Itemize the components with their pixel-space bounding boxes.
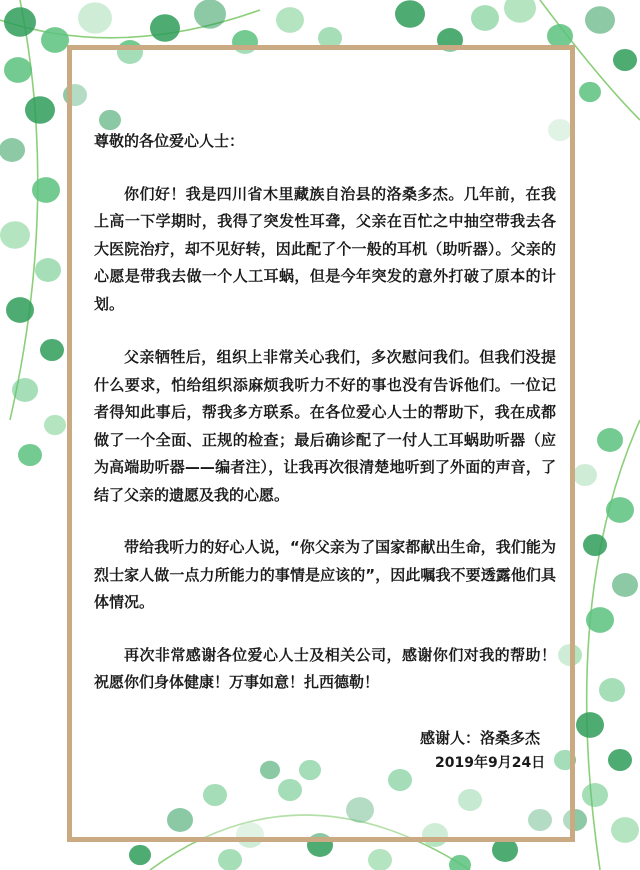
- leaf: [32, 177, 60, 203]
- leaf: [611, 817, 639, 843]
- leaf: [368, 849, 392, 870]
- leaf: [4, 7, 36, 36]
- leaf: [576, 712, 604, 738]
- leaf: [276, 7, 304, 33]
- leaf: [6, 297, 34, 323]
- leaf: [218, 849, 242, 870]
- leaf: [395, 0, 425, 28]
- leaf: [40, 339, 64, 361]
- paragraph-2: 父亲牺牲后，组织上非常关心我们，多次慰问我们。但我们没提什么要求，怕给组织添麻烦我听力不好的事也没有告诉他们。一位记者得知此事后，帮我多方联系。在各位爱心人士的帮助下，我在成都做了一个全面、正规的检查；最后确诊配了一付人工耳蜗助听器（应为高端助听器——编者注），让我再次很清楚地听到了外面的声音，了结了父亲的遗愿及我的心愿。: [94, 348, 556, 504]
- leaf: [4, 57, 32, 83]
- leaf: [573, 464, 597, 486]
- leaf: [613, 49, 637, 71]
- leaf: [194, 0, 226, 29]
- signature: 感谢人：洛桑多杰: [420, 729, 541, 747]
- leaf: [44, 415, 66, 435]
- leaf: [25, 96, 55, 124]
- paragraph-1: 你们好！我是四川省木里藏族自治县的洛桑多杰。几年前，在我上高一下学期时，我得了突发性耳聋，父亲在百忙之中抽空带我去各大医院治疗，却不见好转，因此配了个一般的耳机（助听器）。父亲的心愿是带我去做一个人工耳蜗，但是今年突发的意外打破了原本的计划。: [94, 184, 556, 313]
- leaf: [78, 2, 112, 33]
- leaf: [129, 845, 151, 865]
- paragraph-3: 带给我听力的好心人说，“你父亲为了国家都献出生命，我们能为烈士家人做一点力所能力的事情是应该的”，因此嘱我不要透露他们具体情况。: [94, 538, 556, 611]
- leaf: [0, 221, 30, 249]
- leaf: [582, 783, 608, 807]
- salutation: 尊敬的各位爱心人士：: [94, 132, 245, 150]
- leaf: [18, 444, 42, 466]
- letter-body: [94, 128, 556, 722]
- leaf: [0, 138, 25, 162]
- letter-date: 2019年9月24日: [435, 755, 546, 771]
- leaf: [449, 855, 471, 870]
- leaf: [599, 678, 625, 702]
- leaf: [579, 82, 601, 102]
- leaf: [471, 5, 499, 31]
- leaf: [612, 573, 638, 597]
- leaf: [586, 607, 614, 633]
- leaf: [583, 534, 607, 556]
- leaf: [150, 14, 180, 42]
- leaf: [606, 497, 634, 523]
- leaf: [608, 749, 632, 771]
- leaf: [35, 258, 61, 282]
- leaf: [585, 6, 615, 34]
- leaf: [597, 428, 623, 452]
- leaf: [12, 378, 38, 402]
- leaf: [504, 0, 536, 23]
- paragraph-4: 再次非常感谢各位爱心人士及相关公司，感谢你们对我的帮助！祝愿你们身体健康！万事如意！扎西德勒！: [94, 645, 556, 691]
- leaf: [41, 27, 69, 53]
